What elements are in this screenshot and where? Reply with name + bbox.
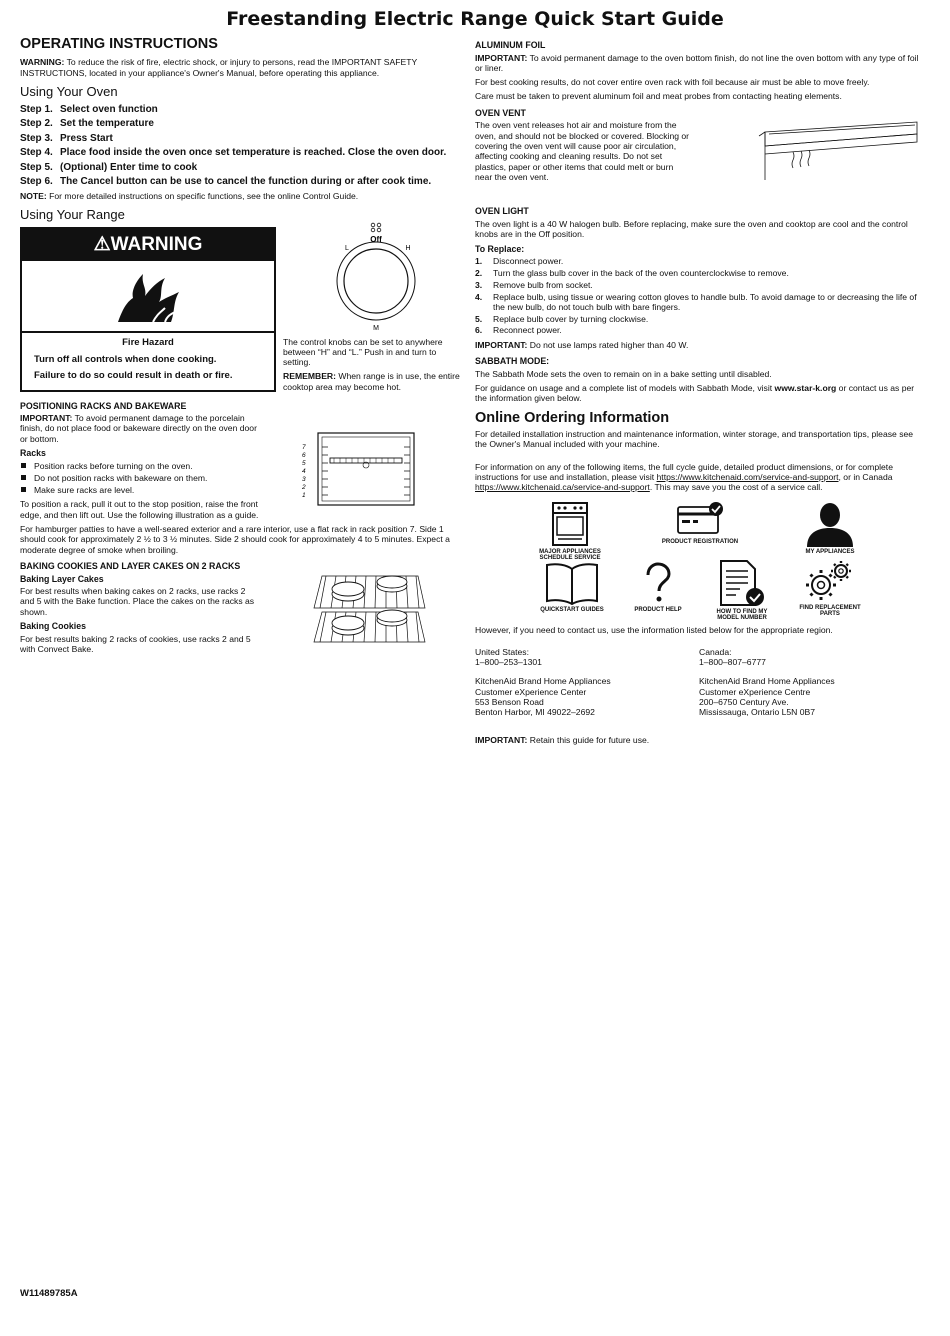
step-3: Step 3. Press Start [20,132,113,144]
control-knob-diagram [325,221,435,331]
rack-positions-diagram [298,431,423,506]
list-item: Make sure racks are level. [20,485,260,495]
online-heading: Online Ordering Information [475,409,670,426]
range-section [20,227,464,395]
using-range-heading: Using Your Range [20,206,125,222]
cakes-heading: Baking Layer Cakes [20,573,104,584]
fire-hazard: Fire Hazard [122,337,174,349]
us-contact: United States: 1–800–253–1301 KitchenAid Brand Home Appliances Customer eXperience Center 553 Benson Road Benton Harbor, MI 49022–2692 [475,646,611,718]
svg-text:5: 5 [302,460,306,468]
cake-racks-diagram [312,572,427,644]
list-item: 2. Turn the glass bulb cover in the back of the oven counterclockwise to remove. [475,267,789,278]
book-icon [537,561,607,605]
cakes-text: For best results when baking cakes on 2 racks, use racks 2 and 5 with the Bake function. Place the cakes on the racks as shown. [20,586,255,617]
svg-text:6: 6 [302,452,306,460]
kitchenaid-us-link[interactable]: https://www.kitchenaid.com/service-and-support [656,471,839,482]
replace-steps [475,256,925,336]
position-text: To position a rack, pull it out to the stop position, raise the front edge, and then lift out. Use the following illustration as a guide. [20,499,259,520]
racks-subheading: Racks [20,448,46,458]
foil-heading: ALUMINUM FOIL [475,40,546,50]
light-heading: OVEN LIGHT [475,206,529,217]
hamburger-text: For hamburger patties to have a well-seared exterior and a rare interior, use a flat rack in rack position 7. Side 1 should cook for approximately 2 ½ to 3 ½ minutes. Side 2 should cook for approximately 4 to 5 minutes. Expect a moderate degree of smoke when broiling. [20,524,450,555]
foil-important: IMPORTANT: To avoid permanent damage to the oven bottom finish, do not line the oven bottom with any type of foil or liner. [475,52,919,73]
document-number: W11489785A [20,1288,78,1299]
operating-warning: WARNING: To reduce the risk of fire, electric shock, or injury to persons, read the IMPORTANT SAFETY INSTRUCTIONS, located in your appliance's Owner's Manual, before operating this appliance. [20,57,418,78]
kitchenaid-ca-link[interactable]: https://www.kitchenaid.ca/service-and-support [475,482,650,493]
step-1: Step 1. Select oven function [20,103,158,115]
right-column [475,40,925,749]
sabbath-guidance: For guidance on usage and a complete list of models with Sabbath Mode, visit www.star-k.org or contact us as per the information given below. [475,382,915,404]
contact-text: However, if you need to contact us, use the information listed below for the appropriate region. [475,624,833,635]
major-appliances-item[interactable]: MAJOR APPLIANCES SCHEDULE SERVICE [537,501,603,563]
warning-line-1: Turn off all controls when done cooking. [34,353,217,365]
light-important: IMPORTANT: Do not use lamps rated higher than 40 W. [475,339,689,350]
oven-steps [20,104,464,189]
document-check-icon [707,559,777,607]
list-item: 4. Replace bulb, using tissue or wearing cotton gloves to handle bulb. To avoid damage to or decreasing the life of the new bulb, do not touch bulb with bare fingers. [475,291,917,312]
person-icon [795,501,865,547]
vent-text: The oven vent releases hot air and moisture from the oven, and should not be blocked or covered. Blocking or covering the oven vent will cause poor air circulation, affecting cooking and cleaning results. Do not set plastics, paper or other items that could melt or burn near the oven vent. [475,120,690,182]
warning-line-2: Failure to do so could result in death or fire. [34,370,233,382]
page-title: Freestanding Electric Range Quick Start Guide [226,8,724,30]
range-icon [537,501,603,547]
step-5: Step 5. (Optional) Enter time to cook [20,161,198,173]
star-k-link[interactable]: www.star-k.org [774,382,837,393]
svg-text:L: L [345,244,349,252]
retain-note: IMPORTANT: Retain this guide for future use. [475,734,650,745]
sabbath-text: The Sabbath Mode sets the oven to remain on in a bake setting until disabled. [475,368,772,379]
svg-text:7: 7 [302,444,306,452]
baking-section [20,574,464,655]
fire-icon [22,261,274,333]
svg-text:2: 2 [302,484,306,492]
canada-phone: 1–800–807–6777 [699,657,766,668]
list-item: Position racks before turning on the oven. [20,461,260,471]
step-4: Step 4. Place food inside the oven once set temperature is reached. Close the oven door. [20,147,447,159]
cookies-text: For best results baking 2 racks of cookies, use racks 2 and 5 with Convect Bake. [20,633,251,654]
my-appliances-item[interactable]: MY APPLIANCES [795,501,865,556]
us-phone: 1–800–253–1301 [475,657,542,668]
svg-text:H: H [405,244,411,252]
canada-contact: Canada: 1–800–807–6777 KitchenAid Brand Home Appliances Customer eXperience Centre 200–6750 Century Ave. Mississauga, Ontario L5N 0B7 [699,646,835,718]
warning-triangle-icon: ⚠ [93,233,111,255]
contact-info [475,647,925,731]
cookies-heading: Baking Cookies [20,621,86,632]
service-icons [475,497,925,625]
fire-warning-box [20,227,276,393]
list-item: Do not position racks with bakeware on them. [20,473,260,483]
list-item: 1. Disconnect power. [475,256,564,267]
replace-heading: To Replace: [475,243,525,254]
gears-icon [795,559,865,603]
list-item: 3. Remove bulb from socket. [475,279,593,290]
sabbath-heading: SABBATH MODE: [475,356,550,367]
svg-text:Off: Off [370,234,382,244]
racks-section: IMPORTANT: To avoid permanent damage to the porcelain finish, do not place food or bakeware directly on the oven door or bottom. Racks Position racks before turning on the oven. Do not position racks with bakeware on them. Make sure racks are level. To position a rack, pull it out to the stop position, raise the front edge, and then lift out. Use the following illustration as a guide. 7 6 5 4 3 2 1 For hamburger patties to have a well-seared exterior and a rare interior, use a flat rack in rack position 7. Side 1 should cook for approximately 2 ½ to 3 ½ minutes. Side 2 should cook for approximately 4 to 5 minutes. Expect a moderate degree of smoke when broiling. [20,413,464,555]
light-text: The oven light is a 40 W halogen bulb. Before replacing, make sure the oven and cooktop are cool and the control knobs are in the Off position. [475,218,908,240]
product-help-item[interactable]: PRODUCT HELP [630,561,686,614]
svg-text:4: 4 [302,468,306,476]
find-model-number-item[interactable]: HOW TO FIND MY MODEL NUMBER [707,559,777,623]
credit-card-check-icon [660,501,740,537]
operating-heading: OPERATING INSTRUCTIONS [20,36,218,52]
left-column [20,36,464,658]
online-p1: For detailed installation instruction and maintenance information, winter storage, and transportation tips, please see the Owner's Manual included with your machine. [475,428,914,450]
oven-vent-diagram [757,120,927,182]
foil-p3: Care must be taken to prevent aluminum foil and meat probes from contacting heating elements. [475,91,842,102]
list-item: 5. Replace bulb cover by turning clockwise. [475,313,649,324]
foil-p2: For best cooking results, do not cover entire oven rack with foil because air must be able to move freely. [475,77,870,88]
baking-heading: BAKING COOKIES AND LAYER CAKES ON 2 RACKS [20,561,241,572]
knob-description: The control knobs can be set to anywhere between “H” and “L.” Push in and turn to setting. REMEMBER: When range is in use, the entire cooktop area may become hot. [283,336,460,392]
product-registration-item[interactable]: PRODUCT REGISTRATION [660,501,740,546]
vent-section [475,120,925,200]
racks-heading: POSITIONING RACKS AND BAKEWARE [20,400,187,411]
quickstart-guides-item[interactable]: QUICKSTART GUIDES [537,561,607,614]
step-2: Step 2. Set the temperature [20,118,154,130]
oven-note: NOTE: For more detailed instructions on specific functions, see the online Control Guide. [20,190,359,201]
using-oven-heading: Using Your Oven [20,84,118,100]
vent-heading: OVEN VENT [475,107,526,118]
warning-header: ⚠WARNING [22,229,274,262]
svg-text:1: 1 [302,492,306,500]
list-item: 6. Reconnect power. [475,325,562,336]
warning-text [22,333,274,390]
step-6: Step 6. The Cancel button can be use to cancel the function during or after cook time. [20,176,432,188]
svg-text:M: M [373,324,379,331]
replacement-parts-item[interactable]: FIND REPLACEMENT PARTS [795,559,865,619]
svg-text:3: 3 [302,476,306,484]
racks-list [20,461,260,496]
question-mark-icon [630,561,686,605]
online-p2: For information on any of the following items, the full cycle guide, detailed product dimensions, or for complete instructions for use and installation, please visit https://www.kitchenaid.com/service-and-support, or in Canada https://www.kitchenaid.ca/service-and-support. This may save you the cost of a service call. [475,461,893,493]
